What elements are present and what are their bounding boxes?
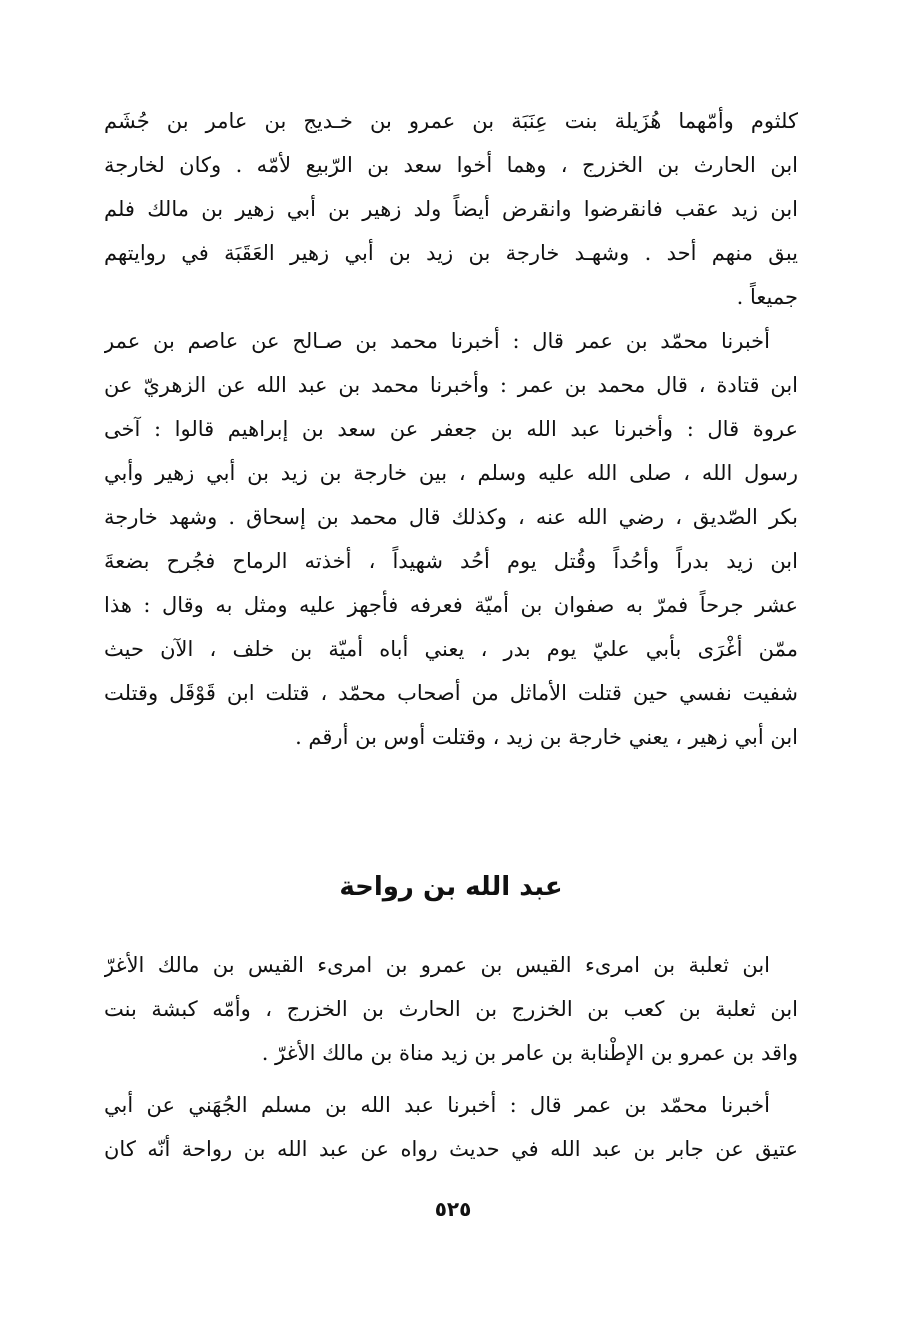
text-line: ممّن أغْرَى بأبي عليّ يوم بدر ، يعني أباه أميّة بن خلف ، الآن حيث bbox=[104, 637, 798, 661]
text-line: ابن ثعلبة بن كعب بن الخزرج بن الحارث بن الخزرج ، وأمّه كبشة بنت bbox=[104, 997, 798, 1021]
paragraph-narration-2 bbox=[104, 1083, 798, 1171]
text-line: كلثوم وأمّهما هُزَيلة بنت عِنَبَة بن عمرو بن خـديج بن عامر بن جُشَم bbox=[104, 109, 798, 133]
text-line: ابن أبي زهير ، يعني خارجة بن زيد ، وقتلت أوس بن أرقم . bbox=[295, 725, 798, 749]
text-line: جميعاً . bbox=[736, 285, 798, 309]
paragraph-narration bbox=[104, 319, 798, 759]
text-line: عروة قال : وأخبرنا عبد الله بن جعفر عن سعد بن إبراهيم قالوا : آخى bbox=[104, 417, 798, 441]
text-line: ابن قتادة ، قال محمد بن عمر : وأخبرنا محمد بن عبد الله عن الزهريّ عن bbox=[104, 373, 798, 397]
text-line: ابن الحارث بن الخزرج ، وهما أخوا سعد بن الرّبيع لأمّه . وكان لخارجة bbox=[104, 153, 798, 177]
text-line: رسول الله ، صلى الله عليه وسلم ، بين خارجة بن زيد بن أبي زهير وأبي bbox=[104, 461, 798, 485]
text-line: ابن ثعلبة بن امرىء القيس بن عمرو بن امرىء القيس بن مالك الأغرّ bbox=[104, 953, 770, 977]
paragraph-continuation bbox=[104, 99, 798, 319]
text-line: عتيق عن جابر بن عبد الله في حديث رواه عن عبد الله بن رواحة أنّه كان bbox=[104, 1137, 798, 1161]
text-line: أخبرنا محمّد بن عمر قال : أخبرنا محمد بن صـالح عن عاصم بن عمر bbox=[104, 329, 770, 353]
text-line: ابن زيد بدراً وأحُداً وقُتل يوم أحُد شهيداً ، أخذته الرماح فجُرح بضعةَ bbox=[104, 549, 798, 573]
text-line: يبق منهم أحد . وشهـد خارجة بن زيد بن أبي زهير العَقَبَة في روايتهم bbox=[104, 241, 798, 265]
text-line: واقد بن عمرو بن الإطْنابة بن عامر بن زيد مناة بن مالك الأغرّ . bbox=[261, 1041, 798, 1065]
section-heading: عبد الله بن رواحة bbox=[339, 872, 563, 902]
page-number: ٥٢٥ bbox=[434, 1197, 472, 1221]
text-line: عشر جرحاً فمرّ به صفوان بن أميّة فعرفه فأجهز عليه ومثل به وقال : هذا bbox=[104, 593, 798, 617]
paragraph-lineage bbox=[104, 943, 798, 1075]
text-line: ابن زيد عقب فانقرضوا وانقرض أيضاً ولد زهير بن أبي زهير بن مالك فلم bbox=[104, 197, 798, 221]
text-line: بكر الصّديق ، رضي الله عنه ، وكذلك قال محمد بن إسحاق . وشهد خارجة bbox=[104, 505, 798, 529]
text-line: شفيت نفسي حين قتلت الأماثل من أصحاب محمّد ، قتلت ابن قَوْقَل وقتلت bbox=[104, 681, 798, 705]
text-line: أخبرنا محمّد بن عمر قال : أخبرنا عبد الله بن مسلم الجُهَني عن أبي bbox=[104, 1093, 770, 1117]
